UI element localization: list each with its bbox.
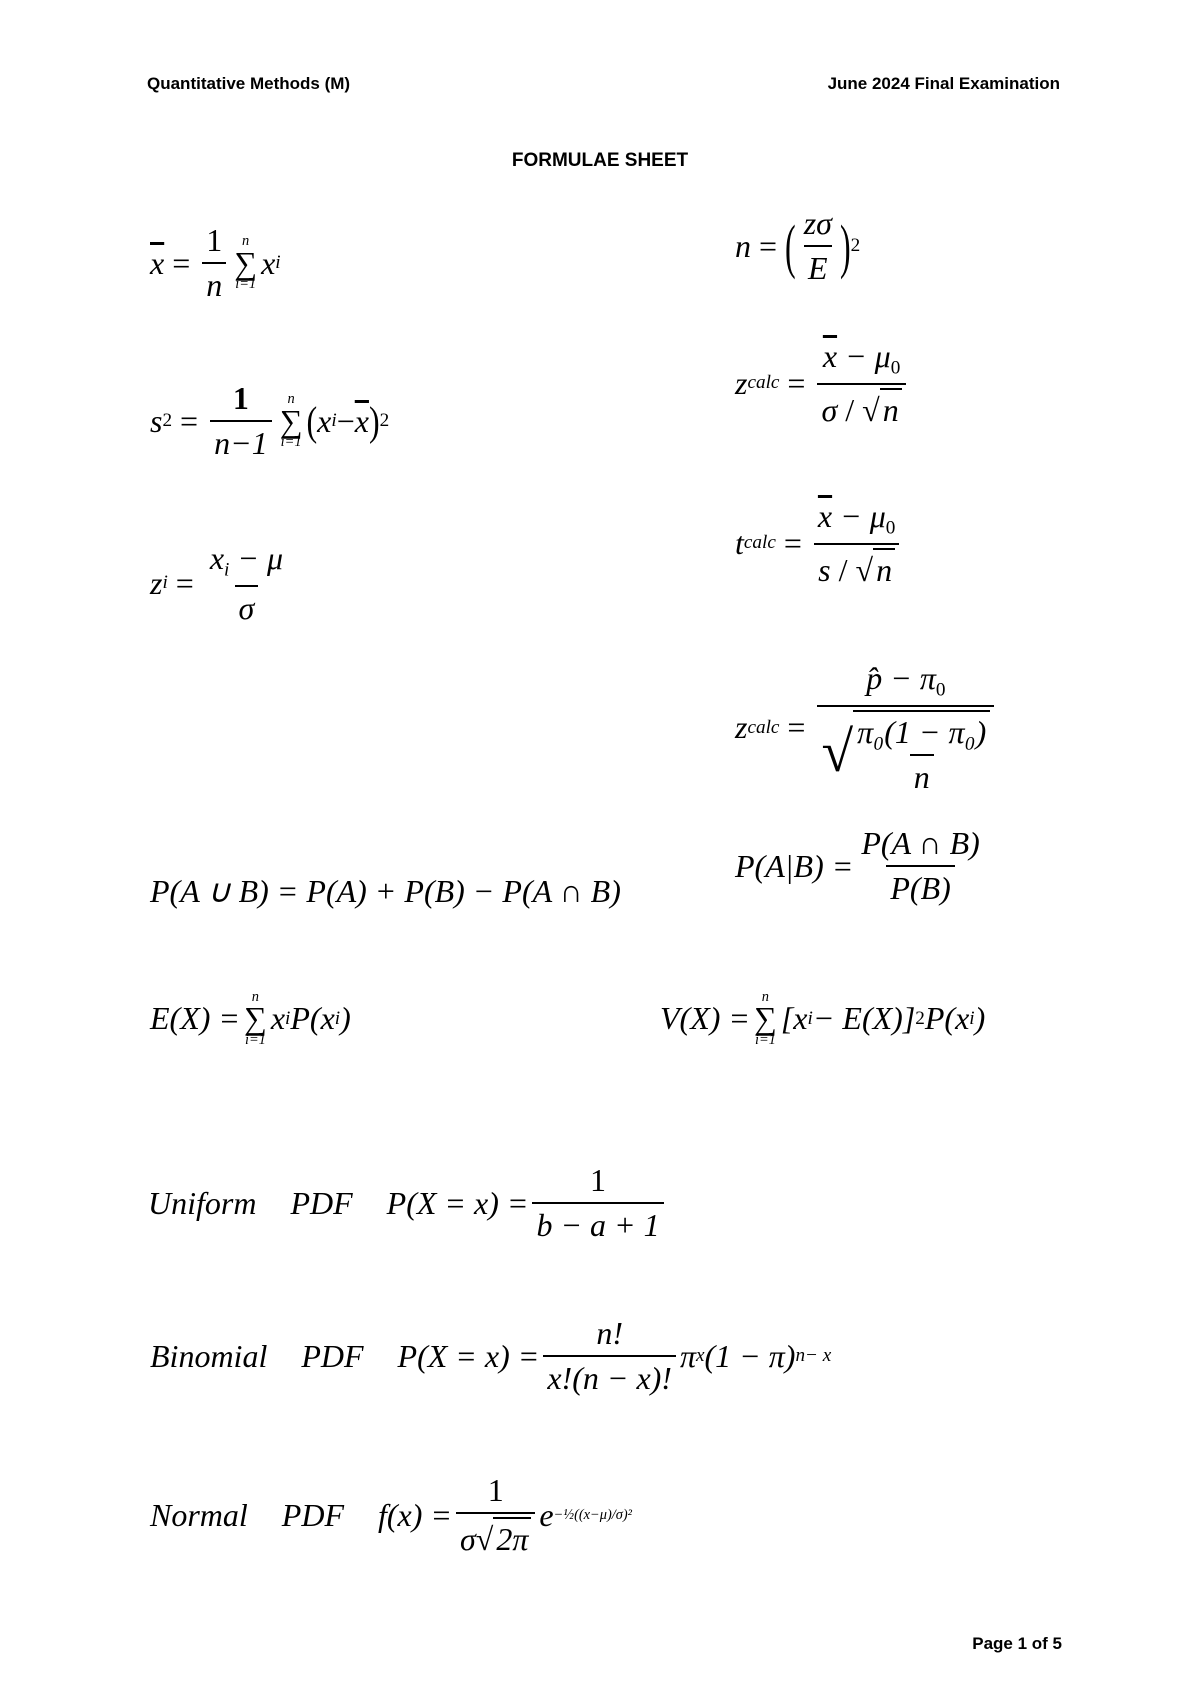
zcalc-mean-num-b: − μ: [845, 338, 891, 374]
formula-uniform: [148, 1162, 668, 1244]
varx-term-mid: − E(X)]: [812, 1000, 916, 1037]
tcalc-num-a: $\overline{x}$: [817, 498, 833, 534]
formula-conditional: [735, 825, 988, 907]
expectation-lower: i=1: [244, 1032, 266, 1049]
union-text: P(A ∪ B) = P(A) + P(B) − P(A ∩ B): [150, 873, 621, 909]
header-exam: June 2024 Final Examination: [827, 74, 1060, 93]
expectation-term-rest: P(x: [290, 1000, 335, 1037]
uniform-num: 1: [590, 1162, 607, 1198]
zcalc-mean-den-b: n: [880, 388, 902, 429]
variance-sum: n ∑ i=1: [279, 391, 303, 451]
tcalc-lhs-sub: calc: [743, 532, 776, 554]
conditional-den: P(B): [886, 865, 954, 907]
variance-term-a: x: [317, 402, 332, 439]
formula-expectation: [150, 990, 351, 1048]
expectation-lhs: E(X) =: [150, 1000, 240, 1037]
expectation-term: x: [270, 1000, 286, 1037]
formula-mean: $\overline{x}$ = $\frac{1}{n}$ n ∑ i=1 x i: [150, 222, 281, 303]
zcalc-prop-inner-den: n: [910, 754, 934, 796]
binomial-den: x!(n − x)!: [543, 1355, 676, 1397]
uniform-lhs: P(X = x) =: [386, 1184, 529, 1221]
variance-den: n−1: [210, 420, 272, 462]
variance-upper: n: [287, 391, 295, 408]
formula-z-calc-prop: z calc = p̂ − $\pi_0$ √ $\frac{\text{π₀(1 − π₀)}}{n}$: [735, 660, 998, 796]
zcalc-mean-sqrt: √ n: [862, 388, 902, 429]
varx-term-rest: P(x: [924, 1000, 970, 1037]
zscore-num-b: − μ: [237, 540, 284, 576]
varx-close: ): [974, 1000, 986, 1037]
variance-term-sup: 2: [379, 410, 390, 431]
expectation-close: ): [340, 1000, 351, 1037]
sample-size-sup: 2: [850, 235, 861, 256]
tcalc-num-sub: 0: [885, 517, 896, 539]
variance-term-a-sub: i: [331, 410, 337, 431]
binomial-label: Binomial: [150, 1337, 268, 1374]
zscore-frac: [206, 540, 287, 627]
expectation-sum: n ∑ i=1: [244, 989, 267, 1049]
normal-sqrt: √ 2π: [476, 1517, 532, 1558]
variance-term-b: $\overline{x}$: [354, 402, 369, 439]
normal-exp-sup: −½((x−μ)/σ)²: [553, 1506, 632, 1523]
formula-zscore: z i = $\frac{x_i - \mu}{\sigma}$: [150, 540, 291, 627]
tcalc-frac: $\overline{x} - \mu_0$ s / √ n: [814, 498, 899, 589]
binomial-pi-sup: x: [695, 1345, 705, 1366]
page-title: FORMULAE SHEET: [511, 150, 689, 171]
zcalc-mean-lhs: z: [735, 364, 748, 401]
zcalc-prop-num: p̂ − π: [866, 660, 936, 696]
varx-term-rest-sub: i: [969, 1007, 975, 1029]
zcalc-mean-frac: $\overline{x} - \mu_0$ σ / √ n: [817, 338, 905, 429]
mean-sum: n ∑ i=1: [234, 233, 258, 293]
variance-lhs-sup: 2: [162, 410, 173, 431]
expectation-upper: n: [251, 989, 259, 1005]
binomial-pi: π: [679, 1337, 696, 1374]
formula-z-calc-mean: z calc = $\overline{x} - \mu_0$ σ / √ n: [735, 338, 910, 429]
zscore-num-a: x: [209, 540, 225, 576]
zcalc-prop-frac: p̂ − $\pi_0$ √ $\frac{\text{π₀(1 − π₀)}}{n}$: [817, 660, 994, 796]
tcalc-den-b: n: [873, 548, 895, 589]
expectation-term-sub: i: [285, 1007, 291, 1029]
formula-t-calc: t calc = $\overline{x} - \mu_0$ s / √ n: [735, 498, 903, 589]
normal-den-a: σ: [460, 1521, 476, 1557]
formula-var-x: [660, 990, 985, 1048]
normal-lhs: f(x) =: [378, 1496, 452, 1533]
normal-pdf: PDF: [281, 1496, 344, 1533]
formula-normal: [150, 1472, 632, 1558]
mean-den: n: [202, 262, 226, 304]
varx-term-sub: i: [807, 1007, 813, 1029]
formula-binomial: [150, 1315, 831, 1397]
uniform-label: Uniform: [148, 1184, 257, 1221]
mean-lower: i=1: [235, 276, 257, 293]
zscore-num-a-sub: i: [224, 559, 230, 581]
conditional-frac: [857, 825, 983, 907]
normal-num: 1: [487, 1472, 504, 1508]
varx-term: [x: [780, 1000, 808, 1037]
variance-lower: i=1: [280, 434, 302, 451]
tcalc-sqrt: √ n: [856, 548, 896, 589]
sample-size-den: E: [804, 245, 832, 287]
uniform-pdf: PDF: [290, 1184, 353, 1221]
formula-union: [150, 872, 621, 910]
binomial-frac: [543, 1315, 676, 1397]
mean-upper: n: [242, 233, 250, 250]
binomial-pdf: PDF: [301, 1337, 364, 1374]
varx-sum: n ∑ i=1: [754, 989, 777, 1049]
zscore-lhs: z: [150, 564, 163, 601]
binomial-num: n!: [596, 1315, 623, 1351]
varx-upper: n: [761, 989, 769, 1005]
zscore-den: σ: [235, 585, 259, 627]
sample-size-frac: [800, 205, 836, 287]
zcalc-mean-den-a: σ: [821, 391, 838, 428]
normal-frac: [456, 1472, 535, 1558]
header-course: Quantitative Methods (M): [147, 74, 351, 93]
tcalc-lhs: t: [735, 524, 744, 561]
mean-frac: [202, 222, 226, 304]
variance-minus: −: [336, 402, 355, 439]
uniform-frac: [532, 1162, 663, 1244]
conditional-num: P(A ∩ B): [861, 825, 980, 861]
tcalc-den-a: s: [818, 551, 831, 588]
tcalc-num-b: − μ: [840, 498, 886, 534]
varx-lhs: V(X) =: [660, 1000, 750, 1037]
varx-lower: i=1: [754, 1032, 776, 1049]
formula-variance: s 2 = $\frac{1}{n-1}$ n ∑ i=1 ( x i − $\overline{x}$ ) 2: [150, 380, 390, 461]
mean-term: x: [261, 244, 276, 281]
formula-sample-size: n = ( $\frac{z\sigma}{E}$ ) 2: [735, 205, 861, 286]
zcalc-prop-lhs: z: [735, 709, 748, 746]
page-number: Page 1 of 5: [972, 1634, 1062, 1653]
mean-term-sub: i: [275, 252, 281, 273]
zcalc-mean-num-sub: 0: [890, 357, 901, 379]
variance-num: 1: [232, 380, 249, 416]
variance-lhs: s: [150, 402, 163, 439]
binomial-lhs: P(X = x) =: [397, 1337, 540, 1374]
zcalc-prop-inner-num: π₀(1 − π₀): [857, 713, 987, 750]
binomial-one-minus-pi-sup: n− x: [795, 1345, 832, 1366]
normal-label: Normal: [150, 1496, 248, 1533]
zcalc-prop-lhs-sub: calc: [747, 716, 780, 738]
varx-term-sup: 2: [915, 1007, 925, 1029]
zcalc-mean-num-a: $\overline{x}$: [822, 338, 838, 374]
zscore-lhs-sub: i: [162, 572, 168, 594]
uniform-den: b − a + 1: [532, 1202, 663, 1244]
mean-num: 1: [206, 222, 223, 258]
normal-den-b: 2π: [493, 1517, 531, 1558]
sample-size-num: zσ: [803, 205, 832, 241]
normal-exp: e: [539, 1496, 554, 1533]
mean-lhs: $\overline{x}$: [150, 244, 165, 281]
variance-frac: [210, 380, 272, 462]
zcalc-mean-lhs-sub: calc: [747, 372, 780, 394]
zcalc-prop-inner-frac: [853, 710, 990, 796]
expectation-term-rest-sub: i: [334, 1007, 341, 1029]
binomial-one-minus-pi: (1 − π): [704, 1337, 796, 1374]
zcalc-prop-num-sub: 0: [935, 679, 946, 701]
sample-size-lhs: n: [735, 227, 751, 264]
conditional-lhs: P(A|B) =: [735, 847, 854, 884]
